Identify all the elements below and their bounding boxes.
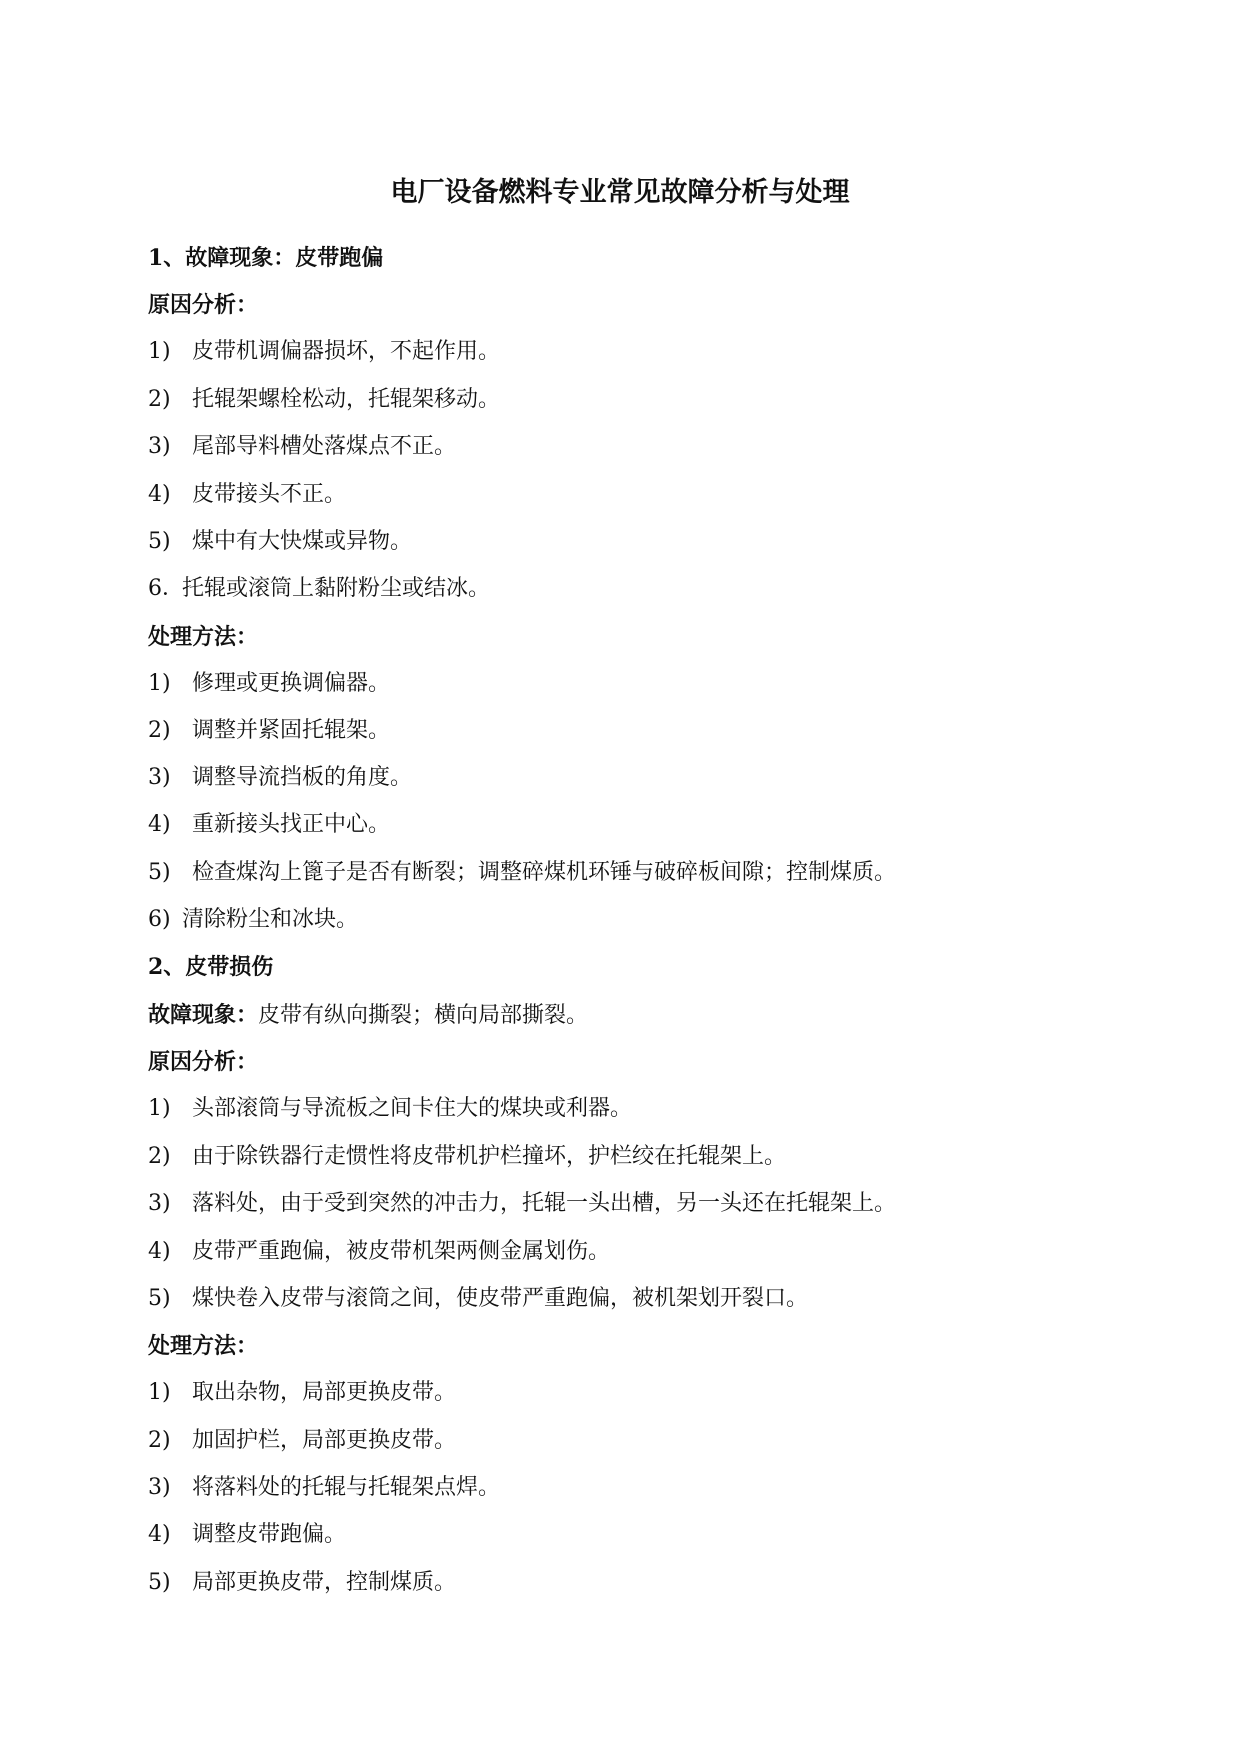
list-item	[148, 480, 1148, 510]
list-item	[148, 1284, 1148, 1314]
list-item	[148, 905, 1148, 935]
section-2-phenomenon	[148, 1000, 1148, 1031]
list-item-number: 4)	[148, 482, 171, 507]
list-item-text: 头部滚筒与导流板之间卡住大的煤块或利器。	[192, 1096, 633, 1121]
list-item-number: 5)	[148, 860, 171, 885]
list-item-text: 调整皮带跑偏。	[192, 1522, 347, 1547]
list-item	[148, 1426, 1148, 1456]
list-item	[148, 385, 1148, 415]
list-item-number: 6．	[148, 576, 184, 601]
list-item-number: 5)	[148, 1286, 171, 1311]
list-item-text: 落料处，由于受到突然的冲击力，托辊一头出槽，另一头还在托辊架上。	[192, 1191, 897, 1216]
list-item-text: 调整导流挡板的角度。	[192, 765, 413, 790]
list-item-number: 4)	[148, 1522, 171, 1547]
list-item	[148, 1094, 1148, 1124]
phenomenon-text: 皮带有纵向撕裂；横向局部撕裂。	[258, 1003, 589, 1028]
list-item	[148, 1473, 1148, 1503]
list-item-text: 煤快卷入皮带与滚筒之间，使皮带严重跑偏，被机架划开裂口。	[192, 1286, 809, 1311]
list-item-number: 4)	[148, 1239, 171, 1264]
section-1-heading: 1、故障现象：皮带跑偏	[148, 245, 384, 271]
section-1-causes-label: 原因分析：	[148, 292, 259, 318]
list-item-text: 皮带机调偏器损坏，不起作用。	[192, 339, 501, 364]
list-item-text: 调整并紧固托辊架。	[192, 718, 391, 743]
list-item-text: 托辊架螺栓松动，托辊架移动。	[192, 387, 501, 412]
list-item	[148, 669, 1148, 699]
list-item-number: 3)	[148, 434, 171, 459]
list-item-number: 2)	[148, 718, 171, 743]
list-item-number: 5)	[148, 529, 171, 554]
list-item-text: 托辊或滚筒上黏附粉尘或结冰。	[182, 576, 491, 601]
list-item	[148, 1142, 1148, 1172]
list-item-text: 清除粉尘和冰块。	[182, 907, 359, 932]
list-item-number: 1)	[148, 339, 171, 364]
list-item-number: 4)	[148, 812, 171, 837]
list-item-number: 1)	[148, 1380, 171, 1405]
list-item-number: 2)	[148, 1428, 171, 1453]
list-item	[148, 432, 1148, 462]
list-item-text: 皮带接头不正。	[192, 482, 347, 507]
list-item-number: 2)	[148, 1144, 171, 1169]
list-item-number: 3)	[148, 765, 171, 790]
list-item-text: 修理或更换调偏器。	[192, 671, 391, 696]
list-item	[148, 574, 1148, 604]
list-item-number: 5)	[148, 1570, 171, 1595]
section-2-methods-label: 处理方法：	[148, 1333, 259, 1359]
list-item-text: 局部更换皮带，控制煤质。	[192, 1570, 457, 1595]
list-item	[148, 858, 1148, 888]
list-item-number: 3)	[148, 1191, 171, 1216]
list-item-text: 尾部导料槽处落煤点不正。	[192, 434, 457, 459]
list-item-text: 将落料处的托辊与托辊架点焊。	[192, 1475, 501, 1500]
section-2-causes-label: 原因分析：	[148, 1049, 259, 1075]
list-item-number: 1)	[148, 671, 171, 696]
list-item-number: 6)	[148, 907, 171, 932]
list-item-text: 加固护栏，局部更换皮带。	[192, 1428, 457, 1453]
list-item-text: 由于除铁器行走惯性将皮带机护栏撞坏，护栏绞在托辊架上。	[192, 1144, 787, 1169]
list-item	[148, 1568, 1148, 1598]
list-item	[148, 810, 1148, 840]
list-item	[148, 527, 1148, 557]
list-item-text: 检查煤沟上篦子是否有断裂；调整碎煤机环锤与破碎板间隙；控制煤质。	[192, 860, 897, 885]
list-item	[148, 716, 1148, 746]
list-item-number: 3)	[148, 1475, 171, 1500]
list-item-number: 1)	[148, 1096, 171, 1121]
section-1-methods-label: 处理方法：	[148, 624, 259, 650]
list-item	[148, 337, 1148, 367]
section-2-heading: 2、皮带损伤	[148, 954, 274, 980]
list-item-text: 煤中有大快煤或异物。	[192, 529, 413, 554]
list-item-number: 2)	[148, 387, 171, 412]
list-item-text: 取出杂物，局部更换皮带。	[192, 1380, 457, 1405]
list-item-text: 皮带严重跑偏，被皮带机架两侧金属划伤。	[192, 1239, 611, 1264]
list-item	[148, 1189, 1148, 1219]
list-item	[148, 1237, 1148, 1267]
list-item	[148, 1378, 1148, 1408]
list-item	[148, 1520, 1148, 1550]
page-title: 电厂设备燃料专业常见故障分析与处理	[390, 177, 850, 208]
list-item-text: 重新接头找正中心。	[192, 812, 391, 837]
phenomenon-label: 故障现象：	[148, 1002, 259, 1028]
list-item	[148, 763, 1148, 793]
